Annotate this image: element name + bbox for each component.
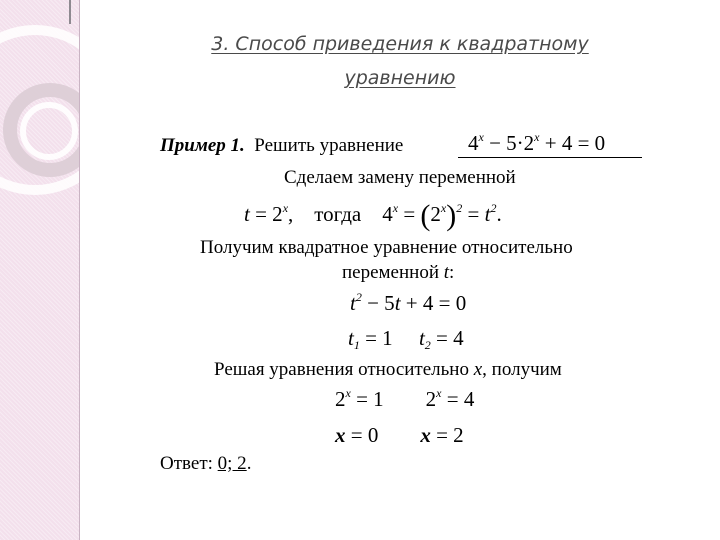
quadratic-equation: $t^2 - 5t + 4 = 0$ <box>350 290 467 315</box>
substitution-formula: $t = 2^x$, тогда $4^x = (2^x)^2 = t^2$. <box>244 199 502 232</box>
quadratic-text-2: переменной t: <box>342 262 455 283</box>
answer-value: 0; 2 <box>217 453 247 474</box>
roots: $t_1 = 1$ $t_2 = 4$ <box>348 326 464 352</box>
example-label: Пример 1. <box>160 135 245 156</box>
x-values: x = 0 x = 2 <box>335 423 464 447</box>
answer-end: . <box>246 453 252 474</box>
example-line <box>160 135 403 157</box>
title-line-2: уравнению <box>344 67 456 89</box>
solving-text: Решая уравнения относительно x, получим <box>214 359 562 380</box>
answer-line <box>160 453 251 475</box>
title-line-1: 3. Способ приведения к квадратному <box>211 33 589 55</box>
example-task: Решить уравнение <box>254 135 404 156</box>
answer-label: Ответ: <box>160 453 213 474</box>
decorative-sidebar <box>0 0 80 540</box>
decorative-ring <box>20 102 78 160</box>
quadratic-text-1: Получим квадратное уравнение относительно <box>200 237 573 258</box>
slide-title <box>150 27 650 95</box>
exp-equations: $2^x = 1$ $2^x = 4$ <box>335 386 475 411</box>
decorative-line <box>69 0 71 24</box>
main-equation: $4^x - 5\cdot 2^x + 4 = 0$ <box>468 130 606 155</box>
equation-underline <box>458 157 642 158</box>
substitution-text: Сделаем замену переменной <box>284 167 516 188</box>
